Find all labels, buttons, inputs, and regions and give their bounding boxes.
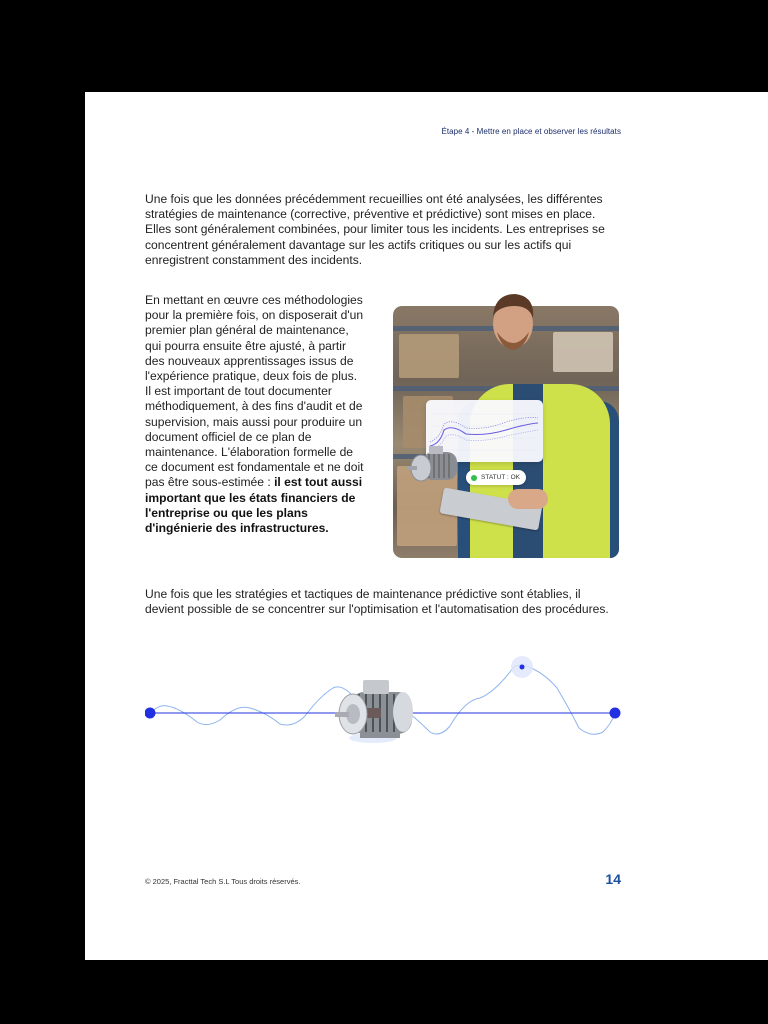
paragraph-methodology-text: En mettant en œuvre ces méthodologies pour la première fois, on disposerait d'un premier plan général de maintenance, qui pourra ensuite être ajusté, à partir des nouveaux apprentissages issus de l'expérience pratique, deux fois de plus. Il est important de tout documenter méthodiquement, à des fins d'audit et de supervision, mais aussi pour produire un document officiel de ce plan de maintenance. L'élaboration formelle de ce document est fondamentale et ne doit pas être sous-estimée : — [145, 293, 364, 490]
box — [553, 332, 613, 372]
section-header: Étape 4 - Mettre en place et observer les résultats — [441, 127, 621, 136]
paragraph-methodology — [145, 293, 365, 536]
box — [399, 334, 459, 378]
document-page — [85, 92, 768, 960]
worker-head — [485, 292, 541, 352]
status-ok-dot-icon — [471, 475, 477, 481]
status-badge — [466, 470, 526, 485]
electric-motor-image — [405, 442, 465, 492]
motor-signal-illustration — [145, 652, 625, 752]
line-start-dot-icon — [145, 708, 156, 719]
paragraph-methodology-emphasis: il est tout aussi important que les états financiers de l'entreprise ou que les plans d'ingénierie des infrastructures. — [145, 475, 363, 536]
page-number: 14 — [605, 871, 621, 887]
line-end-dot-icon — [610, 708, 621, 719]
status-label: STATUT : OK — [481, 474, 521, 481]
paragraph-optimization: Une fois que les stratégies et tactiques de maintenance prédictive sont établies, il devient possible de se concentrer sur l'optimisation et l'automatisation des procédures. — [145, 587, 609, 617]
hand — [508, 489, 548, 509]
electric-motor-icon — [335, 680, 413, 738]
signal-peak-dot-icon — [520, 665, 525, 670]
footer-copyright: © 2025, Fracttal Tech S.L Tous droits réservés. — [145, 877, 301, 886]
paragraph-intro: Une fois que les données précédemment recueillies ont été analysées, les différentes stratégies de maintenance (corrective, préventive et prédictive) sont mises en place. Elles sont généralement combinées, pour limiter tous les incidents. Les entreprises se concentrent généralement davantage sur les actifs critiques ou sur les actifs qui enregistrent constamment des incidents. — [145, 192, 605, 267]
